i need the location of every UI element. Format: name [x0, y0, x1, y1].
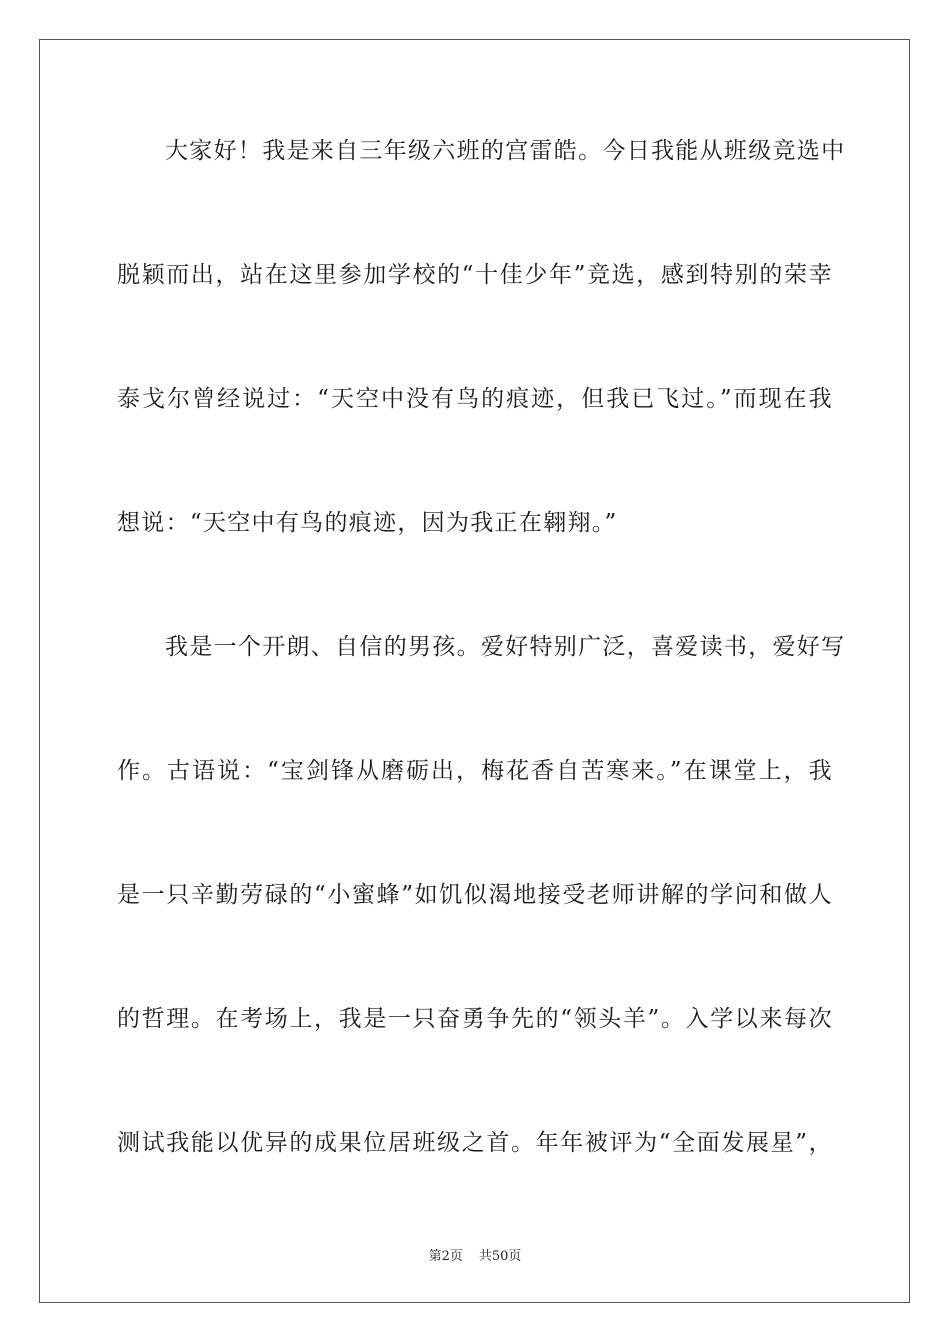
paragraph-2-line-5: 测试我能以优异的成果位居班级之首。年年被评为“全面发展星”， — [117, 1130, 833, 1156]
paragraph-1-line-1: 大家好！我是来自三年级六班的宫雷皓。今日我能从班级竞选中 — [165, 138, 846, 164]
paragraph-1-line-2: 脱颖而出，站在这里参加学校的“十佳少年”竞选，感到特别的荣幸 — [117, 262, 833, 288]
page-number: 第2页 — [428, 1249, 463, 1264]
page-footer — [0, 1248, 950, 1266]
paragraph-2-line-4: 的哲理。在考场上，我是一只奋勇争先的“领头羊”。入学以来每次 — [117, 1006, 833, 1032]
paragraph-2-line-2: 作。古语说：“宝剑锋从磨砺出，梅花香自苦寒来。”在课堂上，我 — [117, 758, 833, 784]
paragraph-1-line-4: 想说：“天空中有鸟的痕迹，因为我正在翱翔。” — [117, 510, 618, 536]
paragraph-1-line-3: 泰戈尔曾经说过：“天空中没有鸟的痕迹，但我已飞过。”而现在我 — [117, 386, 833, 412]
paragraph-2-line-1: 我是一个开朗、自信的男孩。爱好特别广泛，喜爱读书，爱好写 — [165, 634, 846, 660]
page-total: 共50页 — [478, 1249, 522, 1264]
page-frame — [39, 39, 910, 1303]
paragraph-2-line-3: 是一只辛勤劳碌的“小蜜蜂”如饥似渴地接受老师讲解的学问和做人 — [117, 882, 833, 908]
